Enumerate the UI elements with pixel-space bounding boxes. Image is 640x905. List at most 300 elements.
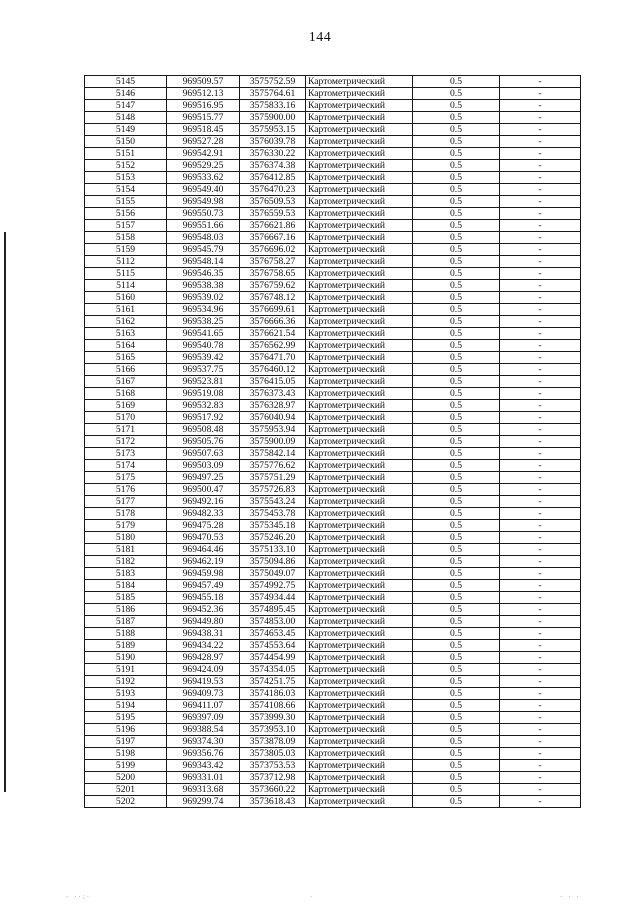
point-number-cell: 5190 <box>85 652 167 664</box>
point-number-cell: 5174 <box>85 460 167 472</box>
method-cell: Картометрический <box>306 124 413 136</box>
y-coordinate-cell: 3576666.36 <box>240 316 306 328</box>
note-cell: - <box>500 424 581 436</box>
y-coordinate-cell: 3573999.30 <box>240 712 306 724</box>
point-number-cell: 5165 <box>85 352 167 364</box>
note-cell: - <box>500 652 581 664</box>
method-cell: Картометрический <box>306 676 413 688</box>
point-number-cell: 5151 <box>85 148 167 160</box>
note-cell: - <box>500 160 581 172</box>
point-number-cell: 5163 <box>85 328 167 340</box>
note-cell: - <box>500 616 581 628</box>
table-row <box>85 268 581 280</box>
table-row <box>85 496 581 508</box>
point-number-cell: 5201 <box>85 784 167 796</box>
method-cell: Картометрический <box>306 700 413 712</box>
x-coordinate-cell: 969492.16 <box>167 496 240 508</box>
point-number-cell: 5152 <box>85 160 167 172</box>
x-coordinate-cell: 969519.08 <box>167 388 240 400</box>
accuracy-cell: 0.5 <box>413 256 500 268</box>
point-number-cell: 5150 <box>85 136 167 148</box>
x-coordinate-cell: 969356.76 <box>167 748 240 760</box>
table-row <box>85 388 581 400</box>
x-coordinate-cell: 969542.91 <box>167 148 240 160</box>
point-number-cell: 5169 <box>85 400 167 412</box>
x-coordinate-cell: 969331.01 <box>167 772 240 784</box>
y-coordinate-cell: 3574653.45 <box>240 628 306 640</box>
table-row <box>85 784 581 796</box>
note-cell: - <box>500 376 581 388</box>
point-number-cell: 5183 <box>85 568 167 580</box>
point-number-cell: 5182 <box>85 556 167 568</box>
method-cell: Картометрический <box>306 388 413 400</box>
x-coordinate-cell: 969533.62 <box>167 172 240 184</box>
method-cell: Картометрический <box>306 472 413 484</box>
point-number-cell: 5153 <box>85 172 167 184</box>
table-row <box>85 796 581 808</box>
method-cell: Картометрический <box>306 208 413 220</box>
note-cell: - <box>500 472 581 484</box>
table-row <box>85 316 581 328</box>
table-row <box>85 736 581 748</box>
table-row <box>85 568 581 580</box>
y-coordinate-cell: 3576471.70 <box>240 352 306 364</box>
method-cell: Картометрический <box>306 148 413 160</box>
point-number-cell: 5115 <box>85 268 167 280</box>
method-cell: Картометрический <box>306 268 413 280</box>
accuracy-cell: 0.5 <box>413 784 500 796</box>
accuracy-cell: 0.5 <box>413 412 500 424</box>
method-cell: Картометрический <box>306 172 413 184</box>
y-coordinate-cell: 3576330.22 <box>240 148 306 160</box>
accuracy-cell: 0.5 <box>413 340 500 352</box>
accuracy-cell: 0.5 <box>413 100 500 112</box>
method-cell: Картометрический <box>306 736 413 748</box>
accuracy-cell: 0.5 <box>413 304 500 316</box>
y-coordinate-cell: 3576667.16 <box>240 232 306 244</box>
method-cell: Картометрический <box>306 232 413 244</box>
table-row <box>85 724 581 736</box>
accuracy-cell: 0.5 <box>413 580 500 592</box>
point-number-cell: 5180 <box>85 532 167 544</box>
point-number-cell: 5200 <box>85 772 167 784</box>
point-number-cell: 5194 <box>85 700 167 712</box>
table-row <box>85 772 581 784</box>
y-coordinate-cell: 3575246.20 <box>240 532 306 544</box>
y-coordinate-cell: 3573618.43 <box>240 796 306 808</box>
note-cell: - <box>500 484 581 496</box>
accuracy-cell: 0.5 <box>413 520 500 532</box>
note-cell: - <box>500 280 581 292</box>
x-coordinate-cell: 969532.83 <box>167 400 240 412</box>
method-cell: Картометрический <box>306 544 413 556</box>
table-row <box>85 220 581 232</box>
table-row <box>85 652 581 664</box>
method-cell: Картометрический <box>306 448 413 460</box>
x-coordinate-cell: 969411.07 <box>167 700 240 712</box>
note-cell: - <box>500 712 581 724</box>
method-cell: Картометрический <box>306 280 413 292</box>
table-row <box>85 424 581 436</box>
y-coordinate-cell: 3574108.66 <box>240 700 306 712</box>
point-number-cell: 5164 <box>85 340 167 352</box>
accuracy-cell: 0.5 <box>413 700 500 712</box>
table-row <box>85 184 581 196</box>
accuracy-cell: 0.5 <box>413 160 500 172</box>
table-row <box>85 592 581 604</box>
x-coordinate-cell: 969397.09 <box>167 712 240 724</box>
x-coordinate-cell: 969534.96 <box>167 304 240 316</box>
table-row <box>85 328 581 340</box>
y-coordinate-cell: 3576328.97 <box>240 400 306 412</box>
y-coordinate-cell: 3574251.75 <box>240 676 306 688</box>
method-cell: Картометрический <box>306 184 413 196</box>
table-row <box>85 352 581 364</box>
table-row <box>85 460 581 472</box>
y-coordinate-cell: 3576374.38 <box>240 160 306 172</box>
method-cell: Картометрический <box>306 652 413 664</box>
point-number-cell: 5145 <box>85 76 167 88</box>
table-row <box>85 88 581 100</box>
method-cell: Картометрический <box>306 760 413 772</box>
note-cell: - <box>500 88 581 100</box>
method-cell: Картометрический <box>306 616 413 628</box>
table-row <box>85 124 581 136</box>
x-coordinate-cell: 969539.02 <box>167 292 240 304</box>
point-number-cell: 5161 <box>85 304 167 316</box>
method-cell: Картометрический <box>306 292 413 304</box>
method-cell: Картометрический <box>306 580 413 592</box>
method-cell: Картометрический <box>306 604 413 616</box>
note-cell: - <box>500 364 581 376</box>
table-row <box>85 208 581 220</box>
point-number-cell: 5178 <box>85 508 167 520</box>
note-cell: - <box>500 268 581 280</box>
point-number-cell: 5197 <box>85 736 167 748</box>
x-coordinate-cell: 969539.42 <box>167 352 240 364</box>
table-row <box>85 448 581 460</box>
accuracy-cell: 0.5 <box>413 616 500 628</box>
y-coordinate-cell: 3575345.18 <box>240 520 306 532</box>
accuracy-cell: 0.5 <box>413 292 500 304</box>
y-coordinate-cell: 3575049.07 <box>240 568 306 580</box>
x-coordinate-cell: 969515.77 <box>167 112 240 124</box>
method-cell: Картометрический <box>306 640 413 652</box>
page-number: 144 <box>308 30 332 45</box>
x-coordinate-cell: 969507.63 <box>167 448 240 460</box>
x-coordinate-cell: 969518.45 <box>167 124 240 136</box>
method-cell: Картометрический <box>306 112 413 124</box>
point-number-cell: 5112 <box>85 256 167 268</box>
method-cell: Картометрический <box>306 772 413 784</box>
y-coordinate-cell: 3576758.27 <box>240 256 306 268</box>
point-number-cell: 5191 <box>85 664 167 676</box>
x-coordinate-cell: 969527.28 <box>167 136 240 148</box>
note-cell: - <box>500 568 581 580</box>
note-cell: - <box>500 544 581 556</box>
accuracy-cell: 0.5 <box>413 184 500 196</box>
accuracy-cell: 0.5 <box>413 448 500 460</box>
y-coordinate-cell: 3574354.05 <box>240 664 306 676</box>
point-number-cell: 5158 <box>85 232 167 244</box>
accuracy-cell: 0.5 <box>413 388 500 400</box>
x-coordinate-cell: 969457.49 <box>167 580 240 592</box>
y-coordinate-cell: 3574186.03 <box>240 688 306 700</box>
x-coordinate-cell: 969470.53 <box>167 532 240 544</box>
x-coordinate-cell: 969546.35 <box>167 268 240 280</box>
note-cell: - <box>500 112 581 124</box>
table-row <box>85 100 581 112</box>
accuracy-cell: 0.5 <box>413 148 500 160</box>
table-row <box>85 532 581 544</box>
accuracy-cell: 0.5 <box>413 196 500 208</box>
y-coordinate-cell: 3576039.78 <box>240 136 306 148</box>
method-cell: Картометрический <box>306 712 413 724</box>
accuracy-cell: 0.5 <box>413 280 500 292</box>
point-number-cell: 5196 <box>85 724 167 736</box>
table-row <box>85 616 581 628</box>
x-coordinate-cell: 969438.31 <box>167 628 240 640</box>
note-cell: - <box>500 592 581 604</box>
method-cell: Картометрический <box>306 136 413 148</box>
x-coordinate-cell: 969508.48 <box>167 424 240 436</box>
accuracy-cell: 0.5 <box>413 688 500 700</box>
note-cell: - <box>500 148 581 160</box>
point-number-cell: 5149 <box>85 124 167 136</box>
note-cell: - <box>500 124 581 136</box>
point-number-cell: 5189 <box>85 640 167 652</box>
y-coordinate-cell: 3575726.83 <box>240 484 306 496</box>
x-coordinate-cell: 969455.18 <box>167 592 240 604</box>
accuracy-cell: 0.5 <box>413 268 500 280</box>
method-cell: Картометрический <box>306 76 413 88</box>
note-cell: - <box>500 232 581 244</box>
point-number-cell: 5176 <box>85 484 167 496</box>
x-coordinate-cell: 969538.38 <box>167 280 240 292</box>
note-cell: - <box>500 796 581 808</box>
method-cell: Картометрический <box>306 748 413 760</box>
table-row <box>85 196 581 208</box>
y-coordinate-cell: 3574853.00 <box>240 616 306 628</box>
coordinates-table-body <box>85 76 581 808</box>
point-number-cell: 5172 <box>85 436 167 448</box>
method-cell: Картометрический <box>306 460 413 472</box>
method-cell: Картометрический <box>306 316 413 328</box>
accuracy-cell: 0.5 <box>413 772 500 784</box>
y-coordinate-cell: 3575953.94 <box>240 424 306 436</box>
table-row <box>85 232 581 244</box>
table-row <box>85 700 581 712</box>
y-coordinate-cell: 3576748.12 <box>240 292 306 304</box>
note-cell: - <box>500 76 581 88</box>
accuracy-cell: 0.5 <box>413 568 500 580</box>
x-coordinate-cell: 969523.81 <box>167 376 240 388</box>
method-cell: Картометрический <box>306 796 413 808</box>
y-coordinate-cell: 3574454.99 <box>240 652 306 664</box>
y-coordinate-cell: 3573953.10 <box>240 724 306 736</box>
table-row <box>85 376 581 388</box>
note-cell: - <box>500 436 581 448</box>
accuracy-cell: 0.5 <box>413 88 500 100</box>
accuracy-cell: 0.5 <box>413 424 500 436</box>
x-coordinate-cell: 969419.53 <box>167 676 240 688</box>
point-number-cell: 5171 <box>85 424 167 436</box>
y-coordinate-cell: 3575094.86 <box>240 556 306 568</box>
point-number-cell: 5192 <box>85 676 167 688</box>
x-coordinate-cell: 969517.92 <box>167 412 240 424</box>
note-cell: - <box>500 328 581 340</box>
note-cell: - <box>500 400 581 412</box>
accuracy-cell: 0.5 <box>413 232 500 244</box>
accuracy-cell: 0.5 <box>413 460 500 472</box>
note-cell: - <box>500 580 581 592</box>
table-row <box>85 760 581 772</box>
point-number-cell: 5162 <box>85 316 167 328</box>
method-cell: Картометрический <box>306 256 413 268</box>
x-coordinate-cell: 969540.78 <box>167 340 240 352</box>
point-number-cell: 5170 <box>85 412 167 424</box>
x-coordinate-cell: 969512.13 <box>167 88 240 100</box>
point-number-cell: 5175 <box>85 472 167 484</box>
y-coordinate-cell: 3575776.62 <box>240 460 306 472</box>
table-row <box>85 640 581 652</box>
scan-artifact: · · · <box>560 893 581 901</box>
note-cell: - <box>500 772 581 784</box>
method-cell: Картометрический <box>306 220 413 232</box>
y-coordinate-cell: 3573712.98 <box>240 772 306 784</box>
y-coordinate-cell: 3576758.65 <box>240 268 306 280</box>
point-number-cell: 5148 <box>85 112 167 124</box>
y-coordinate-cell: 3575453.78 <box>240 508 306 520</box>
x-coordinate-cell: 969449.80 <box>167 616 240 628</box>
y-coordinate-cell: 3576562.99 <box>240 340 306 352</box>
x-coordinate-cell: 969374.30 <box>167 736 240 748</box>
note-cell: - <box>500 664 581 676</box>
note-cell: - <box>500 412 581 424</box>
accuracy-cell: 0.5 <box>413 496 500 508</box>
y-coordinate-cell: 3573805.03 <box>240 748 306 760</box>
method-cell: Картометрический <box>306 160 413 172</box>
x-coordinate-cell: 969537.75 <box>167 364 240 376</box>
accuracy-cell: 0.5 <box>413 328 500 340</box>
y-coordinate-cell: 3576759.62 <box>240 280 306 292</box>
method-cell: Картометрический <box>306 568 413 580</box>
point-number-cell: 5173 <box>85 448 167 460</box>
accuracy-cell: 0.5 <box>413 532 500 544</box>
method-cell: Картометрический <box>306 724 413 736</box>
table-row <box>85 604 581 616</box>
method-cell: Картометрический <box>306 520 413 532</box>
accuracy-cell: 0.5 <box>413 364 500 376</box>
point-number-cell: 5157 <box>85 220 167 232</box>
table-row <box>85 172 581 184</box>
note-cell: - <box>500 388 581 400</box>
table-row <box>85 148 581 160</box>
accuracy-cell: 0.5 <box>413 592 500 604</box>
x-coordinate-cell: 969549.40 <box>167 184 240 196</box>
accuracy-cell: 0.5 <box>413 136 500 148</box>
x-coordinate-cell: 969313.68 <box>167 784 240 796</box>
y-coordinate-cell: 3575133.10 <box>240 544 306 556</box>
method-cell: Картометрический <box>306 340 413 352</box>
table-row <box>85 544 581 556</box>
note-cell: - <box>500 748 581 760</box>
table-row <box>85 712 581 724</box>
table-row <box>85 112 581 124</box>
x-coordinate-cell: 969482.33 <box>167 508 240 520</box>
y-coordinate-cell: 3575953.15 <box>240 124 306 136</box>
note-cell: - <box>500 676 581 688</box>
point-number-cell: 5195 <box>85 712 167 724</box>
x-coordinate-cell: 969459.98 <box>167 568 240 580</box>
y-coordinate-cell: 3574934.44 <box>240 592 306 604</box>
note-cell: - <box>500 640 581 652</box>
x-coordinate-cell: 969516.95 <box>167 100 240 112</box>
x-coordinate-cell: 969428.97 <box>167 652 240 664</box>
method-cell: Картометрический <box>306 592 413 604</box>
accuracy-cell: 0.5 <box>413 172 500 184</box>
note-cell: - <box>500 184 581 196</box>
note-cell: - <box>500 244 581 256</box>
point-number-cell: 5202 <box>85 796 167 808</box>
method-cell: Картометрический <box>306 688 413 700</box>
table-row <box>85 256 581 268</box>
table-row <box>85 472 581 484</box>
table-row <box>85 400 581 412</box>
note-cell: - <box>500 100 581 112</box>
method-cell: Картометрический <box>306 352 413 364</box>
note-cell: - <box>500 760 581 772</box>
accuracy-cell: 0.5 <box>413 544 500 556</box>
method-cell: Картометрический <box>306 88 413 100</box>
x-coordinate-cell: 969434.22 <box>167 640 240 652</box>
method-cell: Картометрический <box>306 436 413 448</box>
accuracy-cell: 0.5 <box>413 484 500 496</box>
y-coordinate-cell: 3576699.61 <box>240 304 306 316</box>
x-coordinate-cell: 969424.09 <box>167 664 240 676</box>
accuracy-cell: 0.5 <box>413 400 500 412</box>
method-cell: Картометрический <box>306 376 413 388</box>
method-cell: Картометрический <box>306 508 413 520</box>
point-number-cell: 5193 <box>85 688 167 700</box>
note-cell: - <box>500 556 581 568</box>
method-cell: Картометрический <box>306 628 413 640</box>
method-cell: Картометрический <box>306 484 413 496</box>
note-cell: - <box>500 304 581 316</box>
x-coordinate-cell: 969500.47 <box>167 484 240 496</box>
point-number-cell: 5167 <box>85 376 167 388</box>
method-cell: Картометрический <box>306 664 413 676</box>
note-cell: - <box>500 700 581 712</box>
method-cell: Картометрический <box>306 424 413 436</box>
table-row <box>85 628 581 640</box>
x-coordinate-cell: 969409.73 <box>167 688 240 700</box>
note-cell: - <box>500 736 581 748</box>
x-coordinate-cell: 969548.14 <box>167 256 240 268</box>
margin-line <box>4 232 6 792</box>
method-cell: Картометрический <box>306 784 413 796</box>
note-cell: - <box>500 628 581 640</box>
accuracy-cell: 0.5 <box>413 604 500 616</box>
y-coordinate-cell: 3575900.00 <box>240 112 306 124</box>
point-number-cell: 5199 <box>85 760 167 772</box>
accuracy-cell: 0.5 <box>413 124 500 136</box>
x-coordinate-cell: 969452.36 <box>167 604 240 616</box>
table-row <box>85 436 581 448</box>
method-cell: Картометрический <box>306 496 413 508</box>
point-number-cell: 5181 <box>85 544 167 556</box>
note-cell: - <box>500 256 581 268</box>
